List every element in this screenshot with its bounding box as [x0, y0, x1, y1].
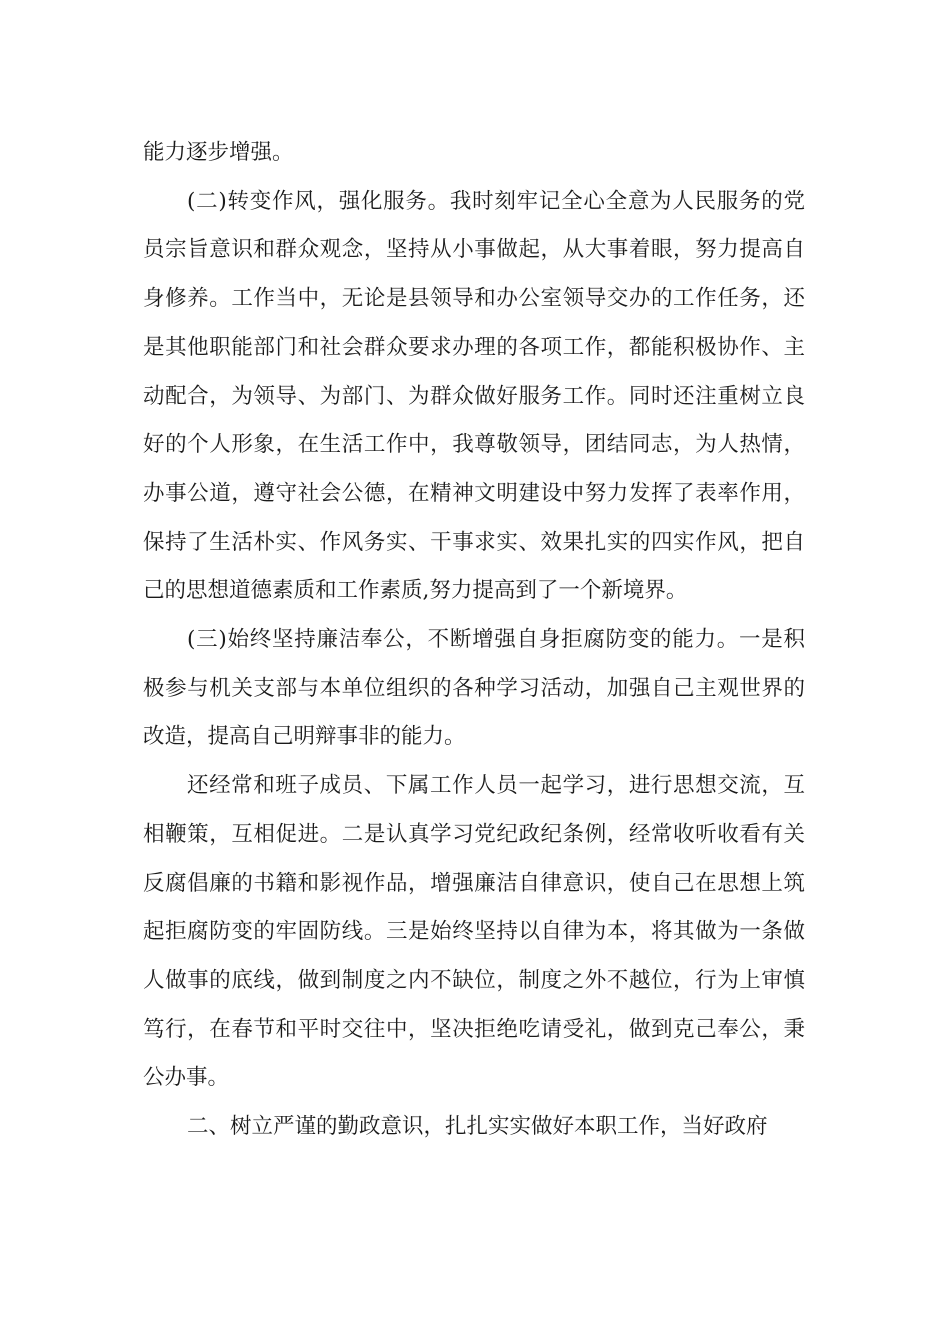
paragraph-study-exchange: 还经常和班子成员、下属工作人员一起学习，进行思想交流，互相鞭策，互相促进。二是认真学习党纪政纪条例，经常收听收看有关反腐倡廉的书籍和影视作品，增强廉洁自律意识，使自己在思想上筑起拒腐防变的牢固防线。三是始终坚持以自律为本，将其做为一条做人做事的底线，做到制度之内不缺位，制度之外不越位，行为上审慎笃行，在春节和平时交往中，坚决拒绝吃请受礼，做到克己奉公，秉公办事。 [143, 773, 805, 1091]
paragraph-section-three: (三)始终坚持廉洁奉公，不断增强自身拒腐防变的能力。一是积极参与机关支部与本单位组织的各种学习活动，加强自己主观世界的改造，提高自己明辩事非的能力。 [143, 627, 805, 750]
paragraph-heading-two: 二、树立严谨的勤政意识，扎扎实实做好本职工作，当好政府 [187, 1114, 768, 1140]
paragraph-section-two: (二)转变作风，强化服务。我时刻牢记全心全意为人民服务的党员宗旨意识和群众观念，坚持从小事做起，从大事着眼，努力提高自身修养。工作当中，无论是县领导和办公室领导交办的工作任务，还是其他职能部门和社会群众要求办理的各项工作，都能积极协作、主动配合，为领导、为部门、为群众做好服务工作。同时还注重树立良好的个人形象，在生活工作中，我尊敬领导，团结同志，为人热情，办事公道，遵守社会公德，在精神文明建设中努力发挥了表率作用，保持了生活朴实、作风务实、干事求实、效果扎实的四实作风，把自己的思想道德素质和工作素质,努力提高到了一个新境界。 [143, 188, 805, 604]
document-body [143, 129, 805, 1152]
paragraph-continuation: 能力逐步增强。 [143, 140, 294, 165]
